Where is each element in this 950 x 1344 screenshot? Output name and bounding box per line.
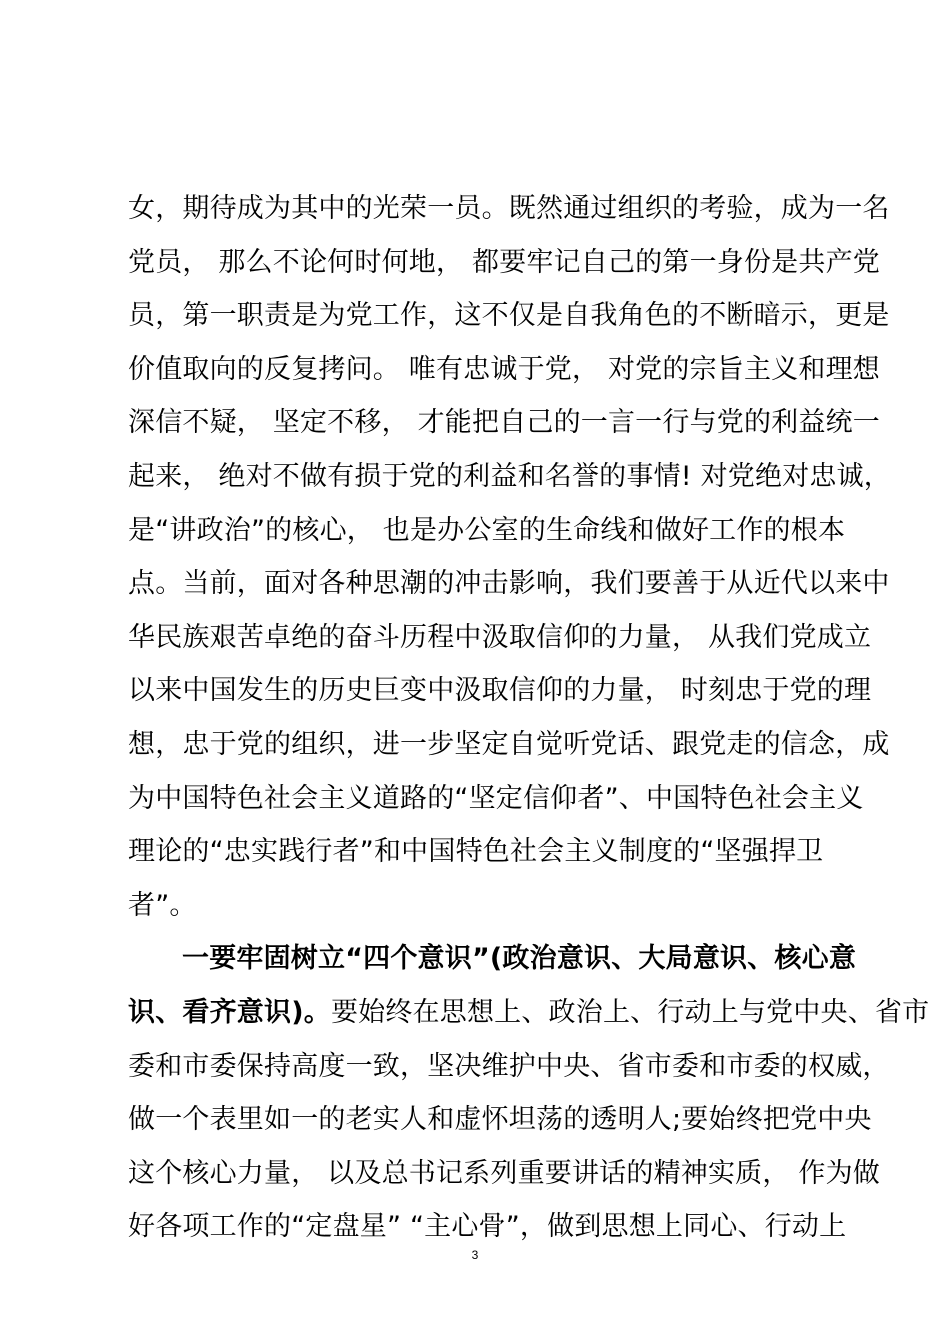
section-heading-line: 一要牢固树立“四个意识”(政治意识、大局意识、核心意 — [182, 943, 857, 975]
text-line: 点。当前，面对各种思潮的冲击影响，我们要善于从近代以来中 — [128, 568, 890, 600]
text-line: 员，第一职责是为党工作，这不仅是自我角色的不断暗示，更是 — [128, 300, 890, 332]
page-number: 3 — [471, 1248, 479, 1262]
paragraph — [128, 932, 930, 1254]
text-line: 深信不疑， 坚定不移， 才能把自己的一言一行与党的利益统一 — [128, 407, 880, 439]
text-line: 理论的“忠实践行者”和中国特色社会主义制度的“坚强捍卫 — [128, 836, 824, 868]
text-line: 以来中国发生的历史巨变中汲取信仰的力量， 时刻忠于党的理 — [128, 675, 872, 707]
text-line: 做一个表里如一的老实人和虚怀坦荡的透明人;要始终把党中央 — [128, 1104, 872, 1136]
text-line: 华民族艰苦卓绝的奋斗历程中汲取信仰的力量， 从我们党成立 — [128, 621, 872, 653]
text-line: 为中国特色社会主义道路的“坚定信仰者”、中国特色社会主义 — [128, 782, 864, 814]
text-line: 好各项工作的“定盘星” “主心骨”，做到思想上同心、行动上 — [128, 1211, 847, 1243]
text-line: 起来， 绝对不做有损于党的利益和名誉的事情! 对党绝对忠诚， — [128, 460, 891, 492]
text-line: 委和市委保持高度一致，坚决维护中央、省市委和市委的权威， — [128, 1050, 890, 1082]
text-run: 要始终在思想上、政治上、行动上与党中央、省市 — [330, 996, 930, 1028]
paragraph — [128, 182, 891, 932]
text-line: 女，期待成为其中的光荣一员。既然通过组织的考验，成为一名 — [128, 193, 890, 224]
section-heading-end: 识、看齐意识)。 — [128, 996, 331, 1028]
text-line: 这个核心力量， 以及总书记系列重要讲话的精神实质， 作为做 — [128, 1157, 880, 1189]
text-line: 是“讲政治”的核心， 也是办公室的生命线和做好工作的根本 — [128, 514, 846, 546]
text-line: 党员， 那么不论何时何地， 都要牢记自己的第一身份是共产党 — [128, 246, 880, 278]
text-line: 价值取向的反复拷问。 唯有忠诚于党， 对党的宗旨主义和理想 — [128, 353, 880, 385]
text-line — [128, 986, 930, 1040]
text-line: 者”。 — [128, 889, 197, 921]
text-line: 想，忠于党的组织，进一步坚定自觉听党话、跟党走的信念，成 — [128, 728, 890, 760]
document-body — [128, 182, 930, 1254]
